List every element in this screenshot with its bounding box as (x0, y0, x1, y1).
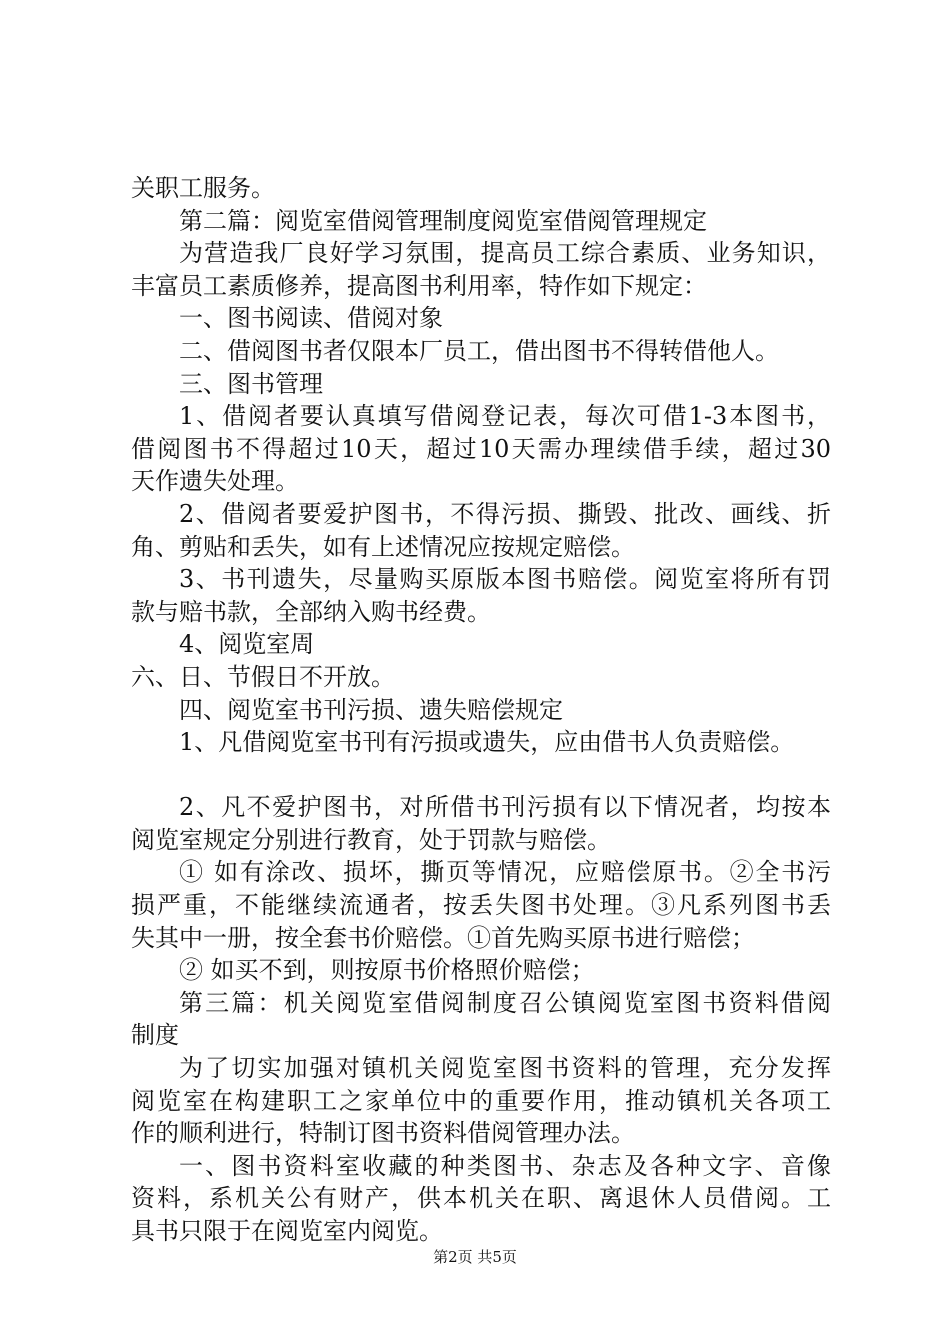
text-line: 二、借阅图书者仅限本厂员工，借出图书不得转借他人。 (179, 336, 779, 365)
text-line: 阅览室在构建职工之家单位中的重要作用，推动镇机关各项工 (131, 1086, 831, 1115)
text-line: 1、凡借阅览室书刊有污损或遗失，应由借书人负责赔偿。 (179, 728, 795, 757)
text-line: 三、图书管理 (179, 369, 323, 398)
text-line: 一、图书阅读、借阅对象 (179, 304, 443, 333)
document-body (131, 172, 831, 1248)
text-line: 关职工服务。 (131, 174, 275, 202)
text-line: 为营造我厂良好学习氛围，提高员工综合素质、业务知识， (179, 239, 831, 268)
text-line: 款与赔书款，全部纳入购书经费。 (131, 597, 491, 626)
section-heading: 第二篇：阅览室借阅管理制度阅览室借阅管理规定 (179, 206, 707, 235)
text-line: ① 如有涂改、损坏，撕页等情况，应赔偿原书。②全书污 (179, 858, 831, 887)
text-line: 阅览室规定分别进行教育，处于罚款与赔偿。 (131, 825, 611, 854)
text-line: ② 如买不到，则按原书价格照价赔偿； (179, 956, 595, 985)
page-footer: 第2页 共5页 (433, 1248, 517, 1266)
text-line: 一、图书资料室收藏的种类图书、杂志及各种文字、音像 (179, 1151, 831, 1180)
text-line: 损严重，不能继续流通者，按丢失图书处理。③凡系列图书丢 (131, 891, 831, 920)
text-line: 丰富员工素质修养，提高图书利用率，特作如下规定： (131, 271, 707, 300)
blank-line (131, 759, 831, 792)
text-line: 2、凡不爱护图书，对所借书刊污损有以下情况者，均按本 (179, 793, 831, 822)
text-line: 四、阅览室书刊污损、遗失赔偿规定 (179, 695, 563, 724)
section-heading: 第三篇：机关阅览室借阅制度召公镇阅览室图书资料借阅 (179, 988, 831, 1017)
text-line: 天作遗失处理。 (131, 467, 299, 496)
text-line: 角、剪贴和丢失，如有上述情况应按规定赔偿。 (131, 532, 635, 561)
text-line: 六、日、节假日不开放。 (131, 662, 395, 691)
text-line: 2、借阅者要爱护图书，不得污损、撕毁、批改、画线、折 (179, 499, 831, 528)
section-heading: 制度 (131, 1021, 179, 1050)
text-line: 具书只限于在阅览室内阅览。 (131, 1217, 443, 1245)
text-line: 失其中一册，按全套书价赔偿。①首先购买原书进行赔偿； (131, 923, 755, 952)
text-line: 借阅图书不得超过10天，超过10天需办理续借手续，超过30 (131, 434, 831, 463)
text-line: 作的顺利进行，特制订图书资料借阅管理办法。 (131, 1119, 635, 1148)
text-line: 3、书刊遗失，尽量购买原版本图书赔偿。阅览室将所有罚 (179, 565, 831, 594)
text-line: 4、阅览室周 (179, 630, 315, 659)
text-line: 为了切实加强对镇机关阅览室图书资料的管理，充分发挥 (179, 1054, 831, 1083)
text-line: 1、借阅者要认真填写借阅登记表，每次可借1-3本图书， (179, 402, 831, 431)
text-line: 资料，系机关公有财产，供本机关在职、离退休人员借阅。工 (131, 1184, 831, 1213)
